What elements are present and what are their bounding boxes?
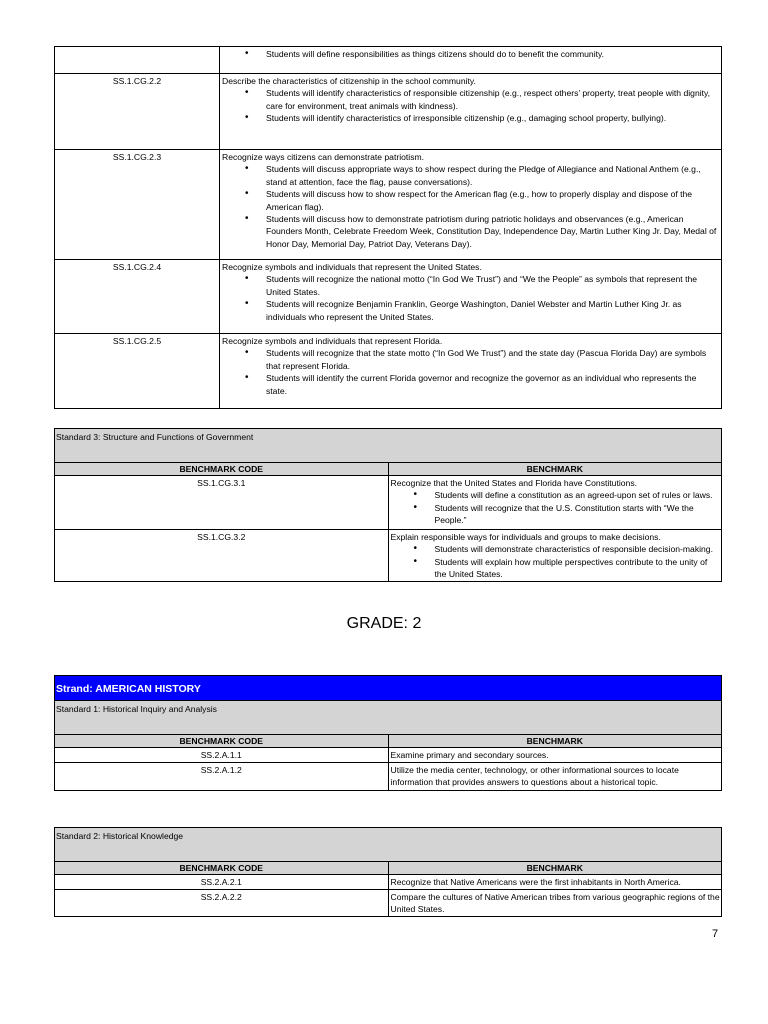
bullet-list — [391, 489, 722, 526]
benchmark-text: Recognize symbols and individuals that represent Florida. — [222, 336, 443, 346]
column-header-benchmark: BENCHMARK — [388, 862, 722, 875]
table-row — [55, 260, 722, 334]
benchmark-text: Recognize that Native Americans were the first inhabitants in North America. — [388, 875, 722, 890]
benchmark-text: Examine primary and secondary sources. — [388, 748, 722, 763]
column-header-code: BENCHMARK CODE — [55, 862, 389, 875]
bullet-item: • Students will identify characteristics of irresponsible citizenship (e.g., damaging school property, bullying). — [266, 112, 721, 124]
bullet-list — [391, 543, 722, 580]
standard-title: Standard 2: Historical Knowledge — [55, 828, 722, 862]
table-row — [55, 748, 722, 763]
standard-title: Standard 3: Structure and Functions of Government — [55, 429, 722, 463]
bullet-list — [222, 273, 721, 323]
benchmark-text: Utilize the media center, technology, or other informational sources to locate information that provides answers to questions about a historical topic. — [388, 763, 722, 791]
table-row — [55, 334, 722, 409]
column-header-code: BENCHMARK CODE — [55, 735, 389, 748]
bullet-item: • Students will discuss how to demonstrate patriotism during patriotic holidays and observances (e.g., American Founders Month, Celebrate Freedom Week, Constitution Day, Independence Day, Martin Luther King Jr. Day, Medal of Honor Day, Memorial Day, Patriot Day, Veterans Day). — [266, 213, 721, 250]
benchmark-cell — [220, 47, 722, 74]
table-row — [55, 763, 722, 791]
standard-title: Standard 1: Historical Inquiry and Analysis — [55, 701, 722, 735]
bullet-item: • Students will explain how multiple perspectives contribute to the unity of the United States. — [435, 556, 722, 581]
table-row — [55, 74, 722, 150]
benchmark-code: SS.1.CG.2.5 — [55, 334, 220, 409]
benchmark-text: Recognize that the United States and Florida have Constitutions. — [390, 478, 637, 488]
standard-header-row — [55, 429, 722, 463]
bullet-item: • Students will identify the current Florida governor and recognize the governor as an individual who represents the state. — [266, 372, 721, 397]
column-header-benchmark: BENCHMARK — [388, 463, 722, 476]
bullet-item: • Students will define a constitution as an agreed-upon set of rules or laws. — [435, 489, 722, 501]
bullet-item: • Students will recognize the national motto (“In God We Trust”) and “We the People” as symbols that represent the United States. — [266, 273, 721, 298]
bullet-item: • Students will recognize Benjamin Franklin, George Washington, Daniel Webster and Martin Luther King Jr. as individuals who represent the United States. — [266, 298, 721, 323]
table-row — [55, 150, 722, 260]
column-header-row — [55, 862, 722, 875]
benchmarks-table-standard-2-grade-2 — [54, 827, 722, 917]
benchmark-cell — [220, 334, 722, 409]
grade-heading: GRADE: 2 — [346, 615, 422, 632]
benchmark-cell — [220, 150, 722, 260]
benchmark-text: Recognize symbols and individuals that represent the United States. — [222, 262, 482, 272]
column-header-code: BENCHMARK CODE — [55, 463, 389, 476]
benchmark-text: Describe the characteristics of citizenship in the school community. — [222, 76, 476, 86]
bullet-list — [222, 48, 721, 60]
table-row — [55, 47, 722, 74]
benchmarks-table-standard-2-grade-1 — [54, 46, 722, 409]
benchmark-code: SS.1.CG.2.3 — [55, 150, 220, 260]
standard-header-row — [55, 828, 722, 862]
benchmark-cell — [220, 74, 722, 150]
bullet-item: • Students will discuss appropriate ways to show respect during the Pledge of Allegiance and National Anthem (e.g., stand at attention, face the flag, pause conversations). — [266, 163, 721, 188]
bullet-list — [222, 347, 721, 397]
column-header-row — [55, 463, 722, 476]
bullet-item: • Students will recognize that the U.S. Constitution starts with “We the People.” — [435, 502, 722, 527]
standard-header-row — [55, 701, 722, 735]
table-row — [55, 476, 722, 530]
table-row — [55, 875, 722, 890]
benchmarks-table-standard-1-grade-2 — [54, 675, 722, 791]
benchmark-code: SS.2.A.1.1 — [55, 748, 389, 763]
page-number: 7 — [712, 928, 719, 940]
strand-header-row — [55, 676, 722, 701]
benchmark-code: SS.2.A.1.2 — [55, 763, 389, 791]
benchmark-cell — [220, 260, 722, 334]
bullet-list — [222, 87, 721, 124]
benchmark-code: SS.1.CG.3.2 — [55, 530, 389, 582]
benchmark-code: SS.1.CG.3.1 — [55, 476, 389, 530]
bullet-item: • Students will discuss how to show respect for the American flag (e.g., how to properly display and dispose of the American flag). — [266, 188, 721, 213]
benchmark-code: SS.1.CG.2.4 — [55, 260, 220, 334]
benchmarks-table-standard-3 — [54, 428, 722, 582]
bullet-item: • Students will demonstrate characteristics of responsible decision-making. — [435, 543, 722, 555]
benchmark-code-cell — [55, 47, 220, 74]
benchmark-cell — [388, 476, 722, 530]
benchmark-text: Recognize ways citizens can demonstrate patriotism. — [222, 152, 425, 162]
bullet-list — [222, 163, 721, 250]
bullet-item: • Students will recognize that the state motto (“In God We Trust”) and the state day (Pascua Florida Day) are symbols that represent Florida. — [266, 347, 721, 372]
benchmark-code: SS.2.A.2.1 — [55, 875, 389, 890]
benchmark-code: SS.1.CG.2.2 — [55, 74, 220, 150]
bullet-item: • Students will define responsibilities as things citizens should do to benefit the community. — [266, 48, 721, 60]
benchmark-text: Compare the cultures of Native American tribes from various geographic regions of the United States. — [388, 890, 722, 917]
benchmark-cell — [388, 530, 722, 582]
table-row — [55, 530, 722, 582]
column-header-benchmark: BENCHMARK — [388, 735, 722, 748]
table-row — [55, 890, 722, 917]
strand-title: Strand: AMERICAN HISTORY — [55, 676, 722, 701]
benchmark-text: Explain responsible ways for individuals and groups to make decisions. — [390, 532, 661, 542]
column-header-row — [55, 735, 722, 748]
benchmark-code: SS.2.A.2.2 — [55, 890, 389, 917]
bullet-item: • Students will identify characteristics of responsible citizenship (e.g., respect others’ property, treat people with dignity, care for environment, treat animals with kindness). — [266, 87, 721, 112]
